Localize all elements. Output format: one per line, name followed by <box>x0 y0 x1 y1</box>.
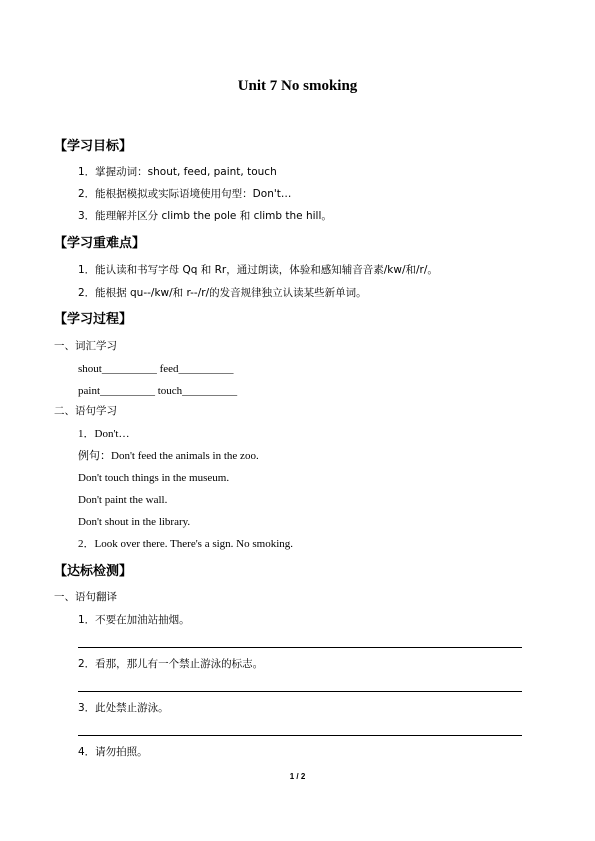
objectives-heading: 【学习目标】 <box>54 139 133 154</box>
test-item-4: 4．请勿拍照。 <box>78 746 148 758</box>
key-point-item-2: 2．能根据 qu--/kw/和 r--/r/的发音规律独立认读某些新单词。 <box>78 287 367 299</box>
example-sentence-3: Don't paint the wall. <box>78 494 168 506</box>
vocab-line-2: paint__________ touch__________ <box>78 385 238 397</box>
key-points-heading: 【学习重难点】 <box>54 236 146 251</box>
example-sentence-4: Don't shout in the library. <box>78 516 191 528</box>
example-sentence-2: Don't touch things in the museum. <box>78 472 230 484</box>
objective-item-2: 2．能根据模拟或实际语境使用句型：Don't… <box>78 188 292 200</box>
answer-line-2 <box>78 691 522 692</box>
page-number: 1 / 2 <box>289 772 306 781</box>
page-title: Unit 7 No smoking <box>237 78 358 94</box>
sentence-item-1: 1．Don't… <box>78 428 130 440</box>
answer-line-1 <box>78 647 522 648</box>
process-heading: 【学习过程】 <box>54 312 133 327</box>
vocab-title: 一、词汇学习 <box>54 340 117 352</box>
answer-line-3 <box>78 735 522 736</box>
objective-item-1: 1．掌握动词：shout, feed, paint, touch <box>78 166 277 178</box>
sentence-title: 二、语句学习 <box>54 405 117 417</box>
test-heading: 【达标检测】 <box>54 564 133 579</box>
vocab-line-1: shout__________ feed__________ <box>78 363 234 375</box>
test-item-1: 1．不要在加油站抽烟。 <box>78 614 190 626</box>
test-subtitle: 一、语句翻译 <box>54 591 117 603</box>
test-item-2: 2．看那，那儿有一个禁止游泳的标志。 <box>78 658 264 670</box>
example-sentence: 例句：Don't feed the animals in the zoo. <box>78 450 259 462</box>
test-item-3: 3．此处禁止游泳。 <box>78 702 169 714</box>
sentence-item-2: 2．Look over there. There's a sign. No smoking. <box>78 538 294 550</box>
key-point-item-1: 1．能认读和书写字母 Qq 和 Rr，通过朗读，体验和感知辅音音素/kw/和/r/。 <box>78 264 438 276</box>
objective-item-3: 3．能理解并区分 climb the pole 和 climb the hill。 <box>78 210 332 222</box>
